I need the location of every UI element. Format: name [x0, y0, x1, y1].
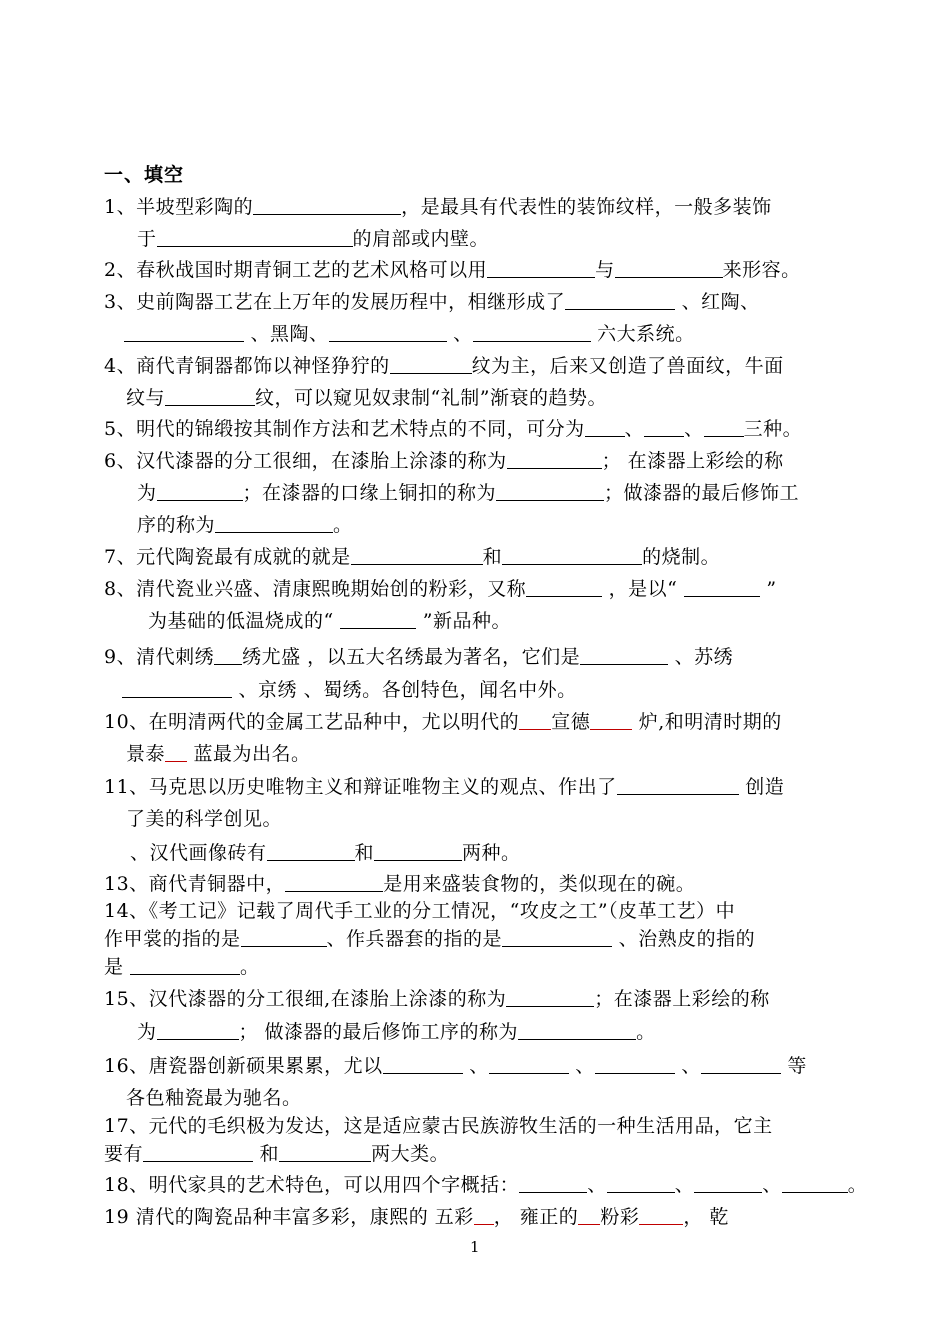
question-line — [126, 1084, 302, 1112]
question-text: 。 — [636, 1021, 656, 1043]
answer-blank[interactable] — [684, 576, 760, 597]
answer-blank[interactable] — [519, 1172, 587, 1193]
answer-blank[interactable] — [489, 1053, 569, 1074]
answer-blank[interactable] — [157, 480, 243, 501]
answer-blank[interactable] — [585, 416, 625, 437]
answer-blank[interactable] — [639, 1204, 683, 1225]
question-text: 宣德 — [551, 711, 591, 733]
question-text: 的烧制。 — [642, 546, 721, 568]
question-text: 14、《考工记》记载了周代手工业的分工情况，“攻皮之工”（皮革工艺）中 — [104, 900, 736, 922]
answer-blank[interactable] — [526, 576, 602, 597]
question-text: 、 — [587, 1174, 607, 1196]
answer-blank[interactable] — [374, 840, 462, 861]
question-text: 1、半坡型彩陶的 — [104, 196, 254, 218]
question-text: ；在漆器的口缘上铜扣的称为 — [242, 482, 497, 504]
question-text: 、黑陶、 — [244, 323, 329, 345]
question-text: 要有 — [104, 1143, 144, 1165]
question-text: 、京绣 、蜀绣。各创特色，闻名中外。 — [232, 679, 577, 701]
question-line — [104, 256, 801, 284]
question-line — [104, 870, 695, 898]
question-line — [126, 384, 607, 412]
question-text: 7、元代陶瓷最有成就的就是 — [104, 546, 351, 568]
question-text: 、汉代画像砖有 — [130, 842, 267, 864]
question-text: 和 — [253, 1143, 280, 1165]
question-text: 10、在明清两代的金属工艺品种中，尤以明代的 — [104, 711, 520, 733]
question-text: 19 清代的陶瓷品种丰富多彩，康熙的 五彩 — [104, 1206, 474, 1228]
answer-blank[interactable] — [502, 544, 642, 565]
question-line — [104, 985, 770, 1013]
question-line — [104, 925, 755, 953]
answer-blank[interactable] — [122, 677, 232, 698]
question-text: 、 — [674, 1174, 695, 1196]
question-text: 是 — [104, 956, 131, 978]
question-line — [104, 773, 784, 801]
answer-blank[interactable] — [506, 986, 594, 1007]
question-text: 和 — [482, 546, 503, 568]
question-text: 六大系统。 — [590, 323, 695, 345]
question-text: ；在漆器上彩绘的称 — [594, 988, 770, 1010]
answer-blank[interactable] — [701, 1053, 781, 1074]
question-line — [104, 1052, 807, 1080]
question-line — [148, 607, 511, 635]
question-text: 6、汉代漆器的分工很细，在漆胎上涂漆的称为 — [104, 450, 507, 472]
question-text: 为 — [137, 1021, 157, 1043]
question-text: ，是以“ — [602, 578, 684, 600]
question-line — [104, 897, 735, 925]
question-text: 与 — [595, 259, 615, 281]
question-line — [130, 839, 521, 867]
question-line — [122, 676, 577, 704]
question-text: 、 — [762, 1174, 782, 1196]
answer-blank[interactable] — [473, 321, 591, 342]
question-line — [104, 447, 784, 475]
question-text: 。 — [240, 956, 260, 978]
question-line — [104, 415, 802, 443]
page-number: 1 — [470, 1238, 480, 1256]
question-line — [104, 643, 733, 671]
answer-blank[interactable] — [502, 926, 612, 947]
question-line — [104, 708, 782, 736]
question-line — [104, 288, 760, 316]
answer-blank[interactable] — [267, 840, 355, 861]
question-text: 18、明代家具的艺术特色，可以用四个字概括： — [104, 1174, 520, 1196]
answer-blank[interactable] — [595, 1053, 675, 1074]
question-text: 等 — [780, 1055, 807, 1077]
question-text: 粉彩 — [600, 1206, 640, 1228]
question-line — [126, 740, 311, 768]
question-text: 。 — [847, 1174, 868, 1196]
answer-blank[interactable] — [519, 709, 551, 730]
question-line — [137, 225, 489, 253]
answer-blank[interactable] — [565, 289, 675, 310]
question-text: 16、唐瓷器创新硕果累累，尤以 — [104, 1055, 383, 1077]
answer-blank[interactable] — [340, 608, 416, 629]
answer-blank[interactable] — [607, 1172, 675, 1193]
question-text: ； 做漆器的最后修饰工序的称为 — [238, 1021, 519, 1043]
answer-blank[interactable] — [329, 321, 447, 342]
question-text: 三种。 — [743, 418, 803, 440]
question-text: 创造 — [738, 776, 785, 798]
question-line — [126, 805, 282, 833]
question-text: 的肩部或内壁。 — [352, 228, 490, 250]
question-text: 景泰 — [126, 743, 166, 765]
answer-blank[interactable] — [383, 1053, 463, 1074]
question-text: 各色釉瓷最为驰名。 — [126, 1087, 302, 1109]
question-text: 作甲裳的指的是 — [104, 928, 241, 950]
answer-blank[interactable] — [143, 1141, 253, 1162]
answer-blank[interactable] — [241, 926, 327, 947]
question-text: 为 — [137, 482, 157, 504]
answer-blank[interactable] — [130, 954, 240, 975]
answer-blank[interactable] — [496, 480, 604, 501]
question-text: 纹，可以窥见奴隶制“礼制”渐衰的趋势。 — [255, 387, 607, 409]
answer-blank[interactable] — [617, 774, 739, 795]
question-text: 序的称为 — [137, 514, 216, 536]
question-text: 5、明代的锦缎按其制作方法和艺术特点的不同，可分为 — [104, 418, 585, 440]
answer-blank[interactable] — [615, 257, 723, 278]
question-text: ，是最具有代表性的装饰纹样，一般多装饰 — [401, 196, 772, 218]
question-line — [104, 575, 777, 603]
answer-blank[interactable] — [487, 257, 595, 278]
question-text: ” — [759, 578, 777, 600]
question-line — [124, 320, 695, 348]
question-text: 2、春秋战国时期青铜工艺的艺术风格可以用 — [104, 259, 488, 281]
question-line — [104, 1140, 449, 1168]
question-text: 、 — [462, 1055, 489, 1077]
question-text: 蓝最为出名。 — [187, 743, 311, 765]
question-text: 、 — [624, 418, 645, 440]
answer-blank[interactable] — [253, 194, 401, 215]
question-text: 15、汉代漆器的分工很细,在漆胎上涂漆的称为 — [104, 988, 507, 1010]
question-line — [104, 352, 784, 380]
question-text: 、红陶、 — [675, 291, 760, 313]
question-text: 纹与 — [126, 387, 166, 409]
question-line — [104, 1112, 773, 1140]
question-line — [104, 1203, 729, 1231]
question-text: 、 — [446, 323, 473, 345]
question-text: 、 — [684, 418, 704, 440]
section-heading: 一、填空 — [104, 164, 185, 186]
question-text: 为基础的低温烧成的“ — [148, 610, 341, 632]
answer-blank[interactable] — [157, 226, 353, 247]
answer-blank[interactable] — [390, 353, 472, 374]
question-line — [104, 193, 772, 221]
answer-blank[interactable] — [782, 1172, 848, 1193]
answer-blank[interactable] — [644, 416, 684, 437]
question-line — [104, 953, 260, 981]
answer-blank[interactable] — [507, 448, 602, 469]
answer-blank[interactable] — [590, 709, 632, 730]
answer-blank[interactable] — [279, 1141, 371, 1162]
question-text: 纹为主，后来又创造了兽面纹，牛面 — [471, 355, 784, 377]
question-line — [137, 511, 353, 539]
question-line — [104, 1171, 867, 1199]
question-text: 绣尤盛 ，以五大名绣最为著名，它们是 — [242, 646, 581, 668]
question-text: 于 — [137, 228, 157, 250]
question-text: 4、商代青铜器都饰以神怪狰狞的 — [104, 355, 390, 377]
question-text: 。 — [333, 514, 353, 536]
question-line — [137, 1018, 656, 1046]
question-text: ； 在漆器上彩绘的称 — [601, 450, 784, 472]
question-text: ， 乾 — [683, 1206, 729, 1228]
question-text: 11、马克思以历史唯物主义和辩证唯物主义的观点、作出了 — [104, 776, 617, 798]
question-text: 8、清代瓷业兴盛、清康熙晚期始创的粉彩，又称 — [104, 578, 527, 600]
answer-blank[interactable] — [285, 871, 383, 892]
answer-blank[interactable] — [124, 321, 244, 342]
answer-blank[interactable] — [704, 416, 744, 437]
question-text: 、 — [568, 1055, 595, 1077]
question-text: ”新品种。 — [416, 610, 512, 632]
answer-blank[interactable] — [580, 644, 668, 665]
question-text: 3、史前陶器工艺在上万年的发展历程中，相继形成了 — [104, 291, 566, 313]
question-text: 了美的科学创见。 — [126, 808, 283, 830]
answer-blank[interactable] — [157, 1019, 239, 1040]
question-text: 来形容。 — [722, 259, 801, 281]
answer-blank[interactable] — [578, 1204, 600, 1225]
question-text: 炉,和明清时期的 — [632, 711, 782, 733]
answer-blank[interactable] — [215, 512, 333, 533]
answer-blank[interactable] — [214, 644, 242, 665]
answer-blank[interactable] — [165, 385, 255, 406]
question-text: 、治熟皮的指的 — [612, 928, 756, 950]
question-text: 、作兵器套的指的是 — [326, 928, 503, 950]
question-text: 、 — [674, 1055, 701, 1077]
answer-blank[interactable] — [165, 741, 187, 762]
question-line — [137, 479, 799, 507]
question-text: 是用来盛装食物的，类似现在的碗。 — [383, 873, 696, 895]
question-text: 9、清代刺绣 — [104, 646, 215, 668]
question-text: 17、元代的毛织极为发达，这是适应蒙古民族游牧生活的一种生活用品，它主 — [104, 1115, 773, 1137]
question-text: 、苏绣 — [668, 646, 734, 668]
question-text: 13、商代青铜器中， — [104, 873, 286, 895]
question-line — [104, 543, 720, 571]
question-text: 两大类。 — [371, 1143, 450, 1165]
answer-blank[interactable] — [474, 1204, 494, 1225]
question-text: 和 — [354, 842, 375, 864]
answer-blank[interactable] — [518, 1019, 636, 1040]
question-text: ， 雍正的 — [493, 1206, 579, 1228]
answer-blank[interactable] — [694, 1172, 762, 1193]
question-text: 两种。 — [462, 842, 521, 864]
answer-blank[interactable] — [351, 544, 483, 565]
question-text: ；做漆器的最后修饰工 — [604, 482, 800, 504]
